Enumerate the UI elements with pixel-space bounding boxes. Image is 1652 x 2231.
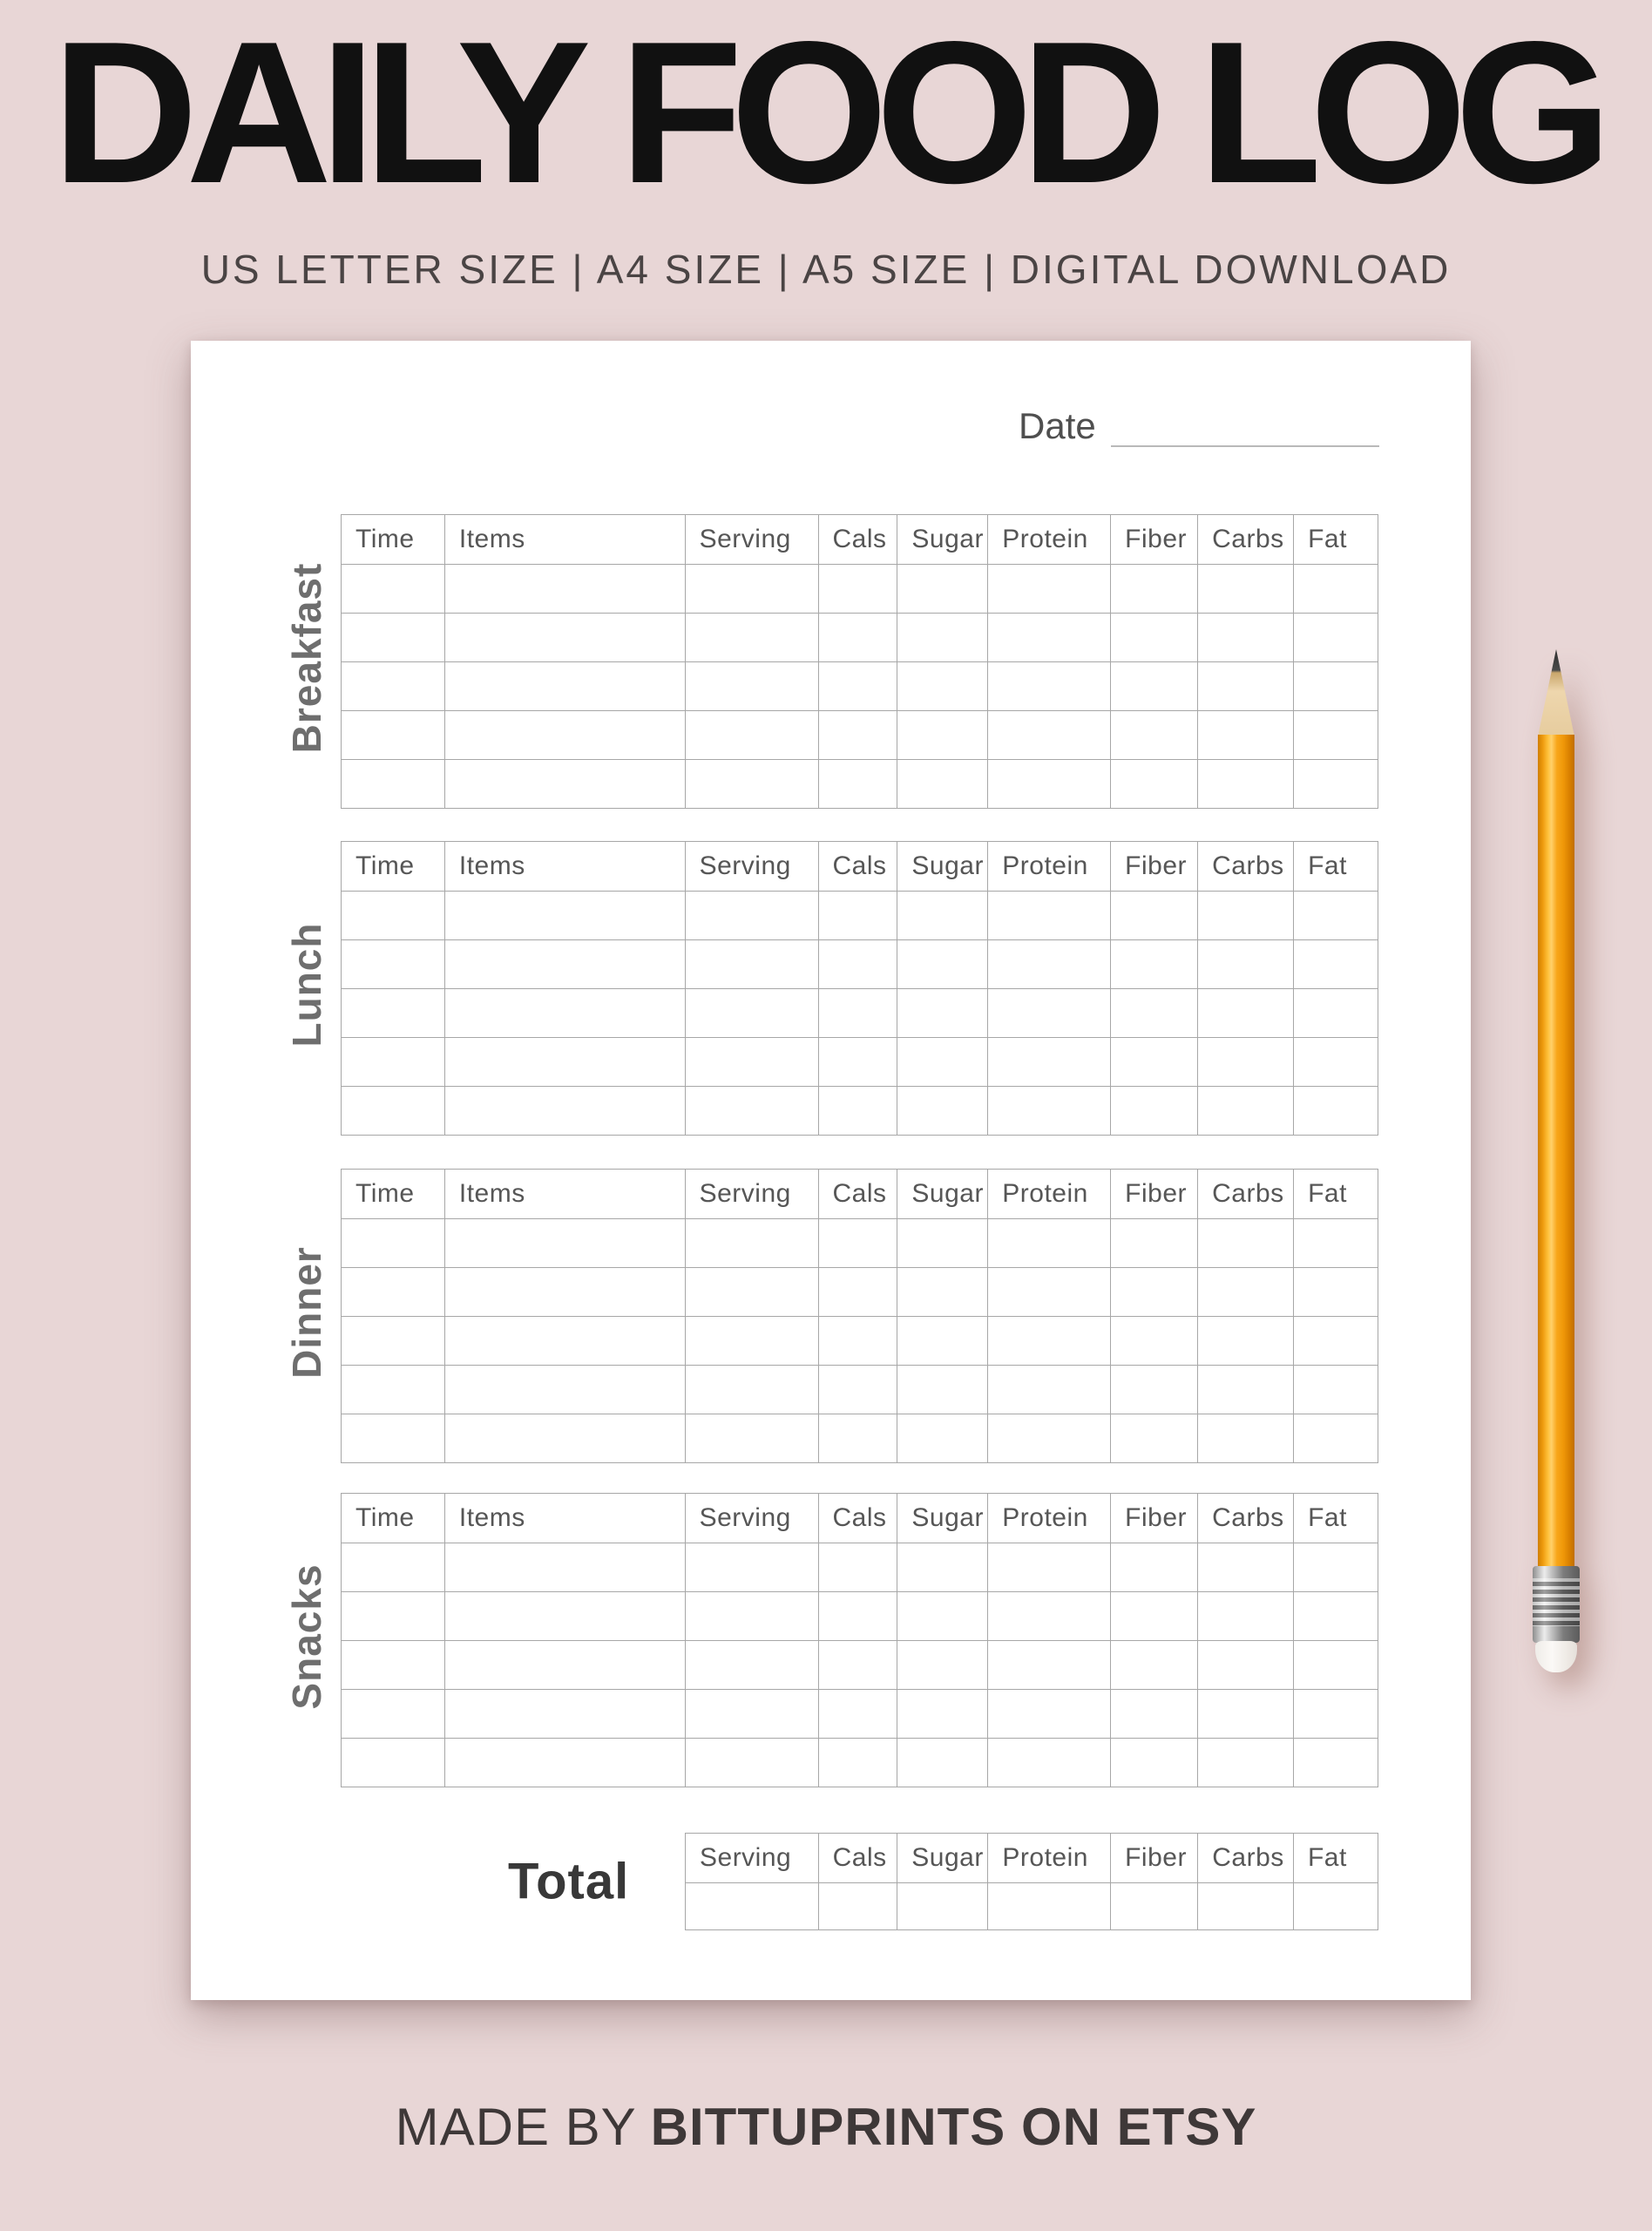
cell-dinner-serving (685, 1317, 818, 1366)
cell-lunch-protein (988, 1038, 1111, 1087)
column-header-items: Items (444, 1494, 685, 1543)
date-fill-in-line (1111, 410, 1379, 447)
column-header-carbs: Carbs (1198, 842, 1294, 892)
cell-dinner-time (342, 1317, 445, 1366)
column-header-fat: Fat (1294, 1170, 1378, 1219)
cell-breakfast-cals (818, 662, 897, 711)
cell-snacks-protein (988, 1690, 1111, 1739)
cell-breakfast-protein (988, 760, 1111, 809)
snacks-table (341, 1493, 1378, 1787)
cell-snacks-protein (988, 1739, 1111, 1787)
pencil-eraser (1535, 1641, 1577, 1672)
cell-breakfast-time (342, 614, 445, 662)
cell-dinner-items (444, 1414, 685, 1463)
dinner-table (341, 1169, 1378, 1463)
cell-breakfast-items (444, 662, 685, 711)
cell-lunch-serving (685, 892, 818, 940)
cell-lunch-cals (818, 1087, 897, 1136)
column-header-fat: Fat (1293, 1834, 1378, 1883)
section-label-dinner: Dinner (284, 1246, 329, 1379)
cell-breakfast-sugar (897, 711, 988, 760)
cell-breakfast-protein (988, 711, 1111, 760)
cell-dinner-cals (818, 1414, 897, 1463)
cell-lunch-items (444, 989, 685, 1038)
cell-lunch-items (444, 892, 685, 940)
cell-breakfast-items (444, 565, 685, 614)
total-table (685, 1833, 1378, 1930)
cell-snacks-cals (818, 1543, 897, 1592)
cell-lunch-fiber (1111, 940, 1198, 989)
cell-dinner-sugar (897, 1219, 988, 1268)
cell-breakfast-items (444, 760, 685, 809)
cell-lunch-fat (1294, 940, 1378, 989)
cell-breakfast-cals (818, 565, 897, 614)
cell-breakfast-carbs (1198, 711, 1294, 760)
cell-dinner-protein (988, 1219, 1111, 1268)
cell-dinner-fat (1294, 1366, 1378, 1414)
cell-lunch-cals (818, 989, 897, 1038)
column-header-carbs: Carbs (1198, 1494, 1294, 1543)
cell-dinner-time (342, 1414, 445, 1463)
cell-breakfast-sugar (897, 565, 988, 614)
cell-dinner-carbs (1198, 1414, 1294, 1463)
cell-breakfast-fiber (1111, 614, 1198, 662)
cell-dinner-items (444, 1268, 685, 1317)
section-snacks (191, 1493, 1471, 1781)
cell-lunch-fat (1294, 892, 1378, 940)
page-title: DAILY FOOD LOG (51, 0, 1601, 226)
column-header-sugar: Sugar (897, 1834, 988, 1883)
cell-snacks-items (444, 1641, 685, 1690)
cell-dinner-items (444, 1317, 685, 1366)
cell-snacks-fat (1294, 1592, 1378, 1641)
cell-dinner-sugar (897, 1366, 988, 1414)
cell-dinner-serving (685, 1414, 818, 1463)
cell-breakfast-items (444, 614, 685, 662)
pencil-ferrule (1533, 1566, 1580, 1643)
cell-dinner-carbs (1198, 1219, 1294, 1268)
cell-breakfast-sugar (897, 614, 988, 662)
cell-snacks-fat (1294, 1690, 1378, 1739)
cell-lunch-sugar (897, 940, 988, 989)
cell-snacks-serving (685, 1739, 818, 1787)
column-header-cals: Cals (818, 1834, 897, 1883)
cell-lunch-protein (988, 892, 1111, 940)
cell-breakfast-fiber (1111, 565, 1198, 614)
cell-lunch-serving (685, 989, 818, 1038)
cell-breakfast-fat (1294, 614, 1378, 662)
column-header-serving: Serving (685, 1494, 818, 1543)
cell-total-sugar (897, 1883, 988, 1930)
column-header-protein: Protein (988, 515, 1111, 565)
cell-lunch-time (342, 1038, 445, 1087)
cell-lunch-protein (988, 940, 1111, 989)
cell-snacks-protein (988, 1641, 1111, 1690)
column-header-protein: Protein (988, 842, 1111, 892)
column-header-sugar: Sugar (897, 1494, 988, 1543)
column-header-fat: Fat (1294, 515, 1378, 565)
cell-dinner-protein (988, 1268, 1111, 1317)
cell-snacks-carbs (1198, 1739, 1294, 1787)
food-log-sheet (191, 341, 1471, 2000)
cell-lunch-fiber (1111, 1038, 1198, 1087)
cell-snacks-protein (988, 1543, 1111, 1592)
cell-breakfast-fat (1294, 662, 1378, 711)
cell-lunch-serving (685, 1038, 818, 1087)
cell-lunch-sugar (897, 1087, 988, 1136)
total-label: Total (508, 1853, 630, 1910)
date-label: Date (1019, 405, 1096, 446)
cell-lunch-fiber (1111, 989, 1198, 1038)
cell-snacks-carbs (1198, 1543, 1294, 1592)
column-header-cals: Cals (818, 1170, 897, 1219)
column-header-serving: Serving (685, 1170, 818, 1219)
cell-snacks-fiber (1111, 1690, 1198, 1739)
column-header-sugar: Sugar (897, 515, 988, 565)
column-header-sugar: Sugar (897, 1170, 988, 1219)
cell-dinner-protein (988, 1366, 1111, 1414)
cell-lunch-serving (685, 1087, 818, 1136)
column-header-carbs: Carbs (1198, 1170, 1294, 1219)
column-header-cals: Cals (818, 1494, 897, 1543)
cell-lunch-sugar (897, 989, 988, 1038)
cell-breakfast-carbs (1198, 565, 1294, 614)
cell-snacks-fiber (1111, 1543, 1198, 1592)
cell-dinner-fiber (1111, 1268, 1198, 1317)
cell-dinner-fiber (1111, 1219, 1198, 1268)
cell-snacks-fiber (1111, 1641, 1198, 1690)
section-lunch (191, 841, 1471, 1129)
cell-lunch-time (342, 940, 445, 989)
cell-dinner-time (342, 1268, 445, 1317)
cell-snacks-items (444, 1739, 685, 1787)
footer-credit (0, 2097, 1652, 2157)
cell-breakfast-fat (1294, 760, 1378, 809)
cell-lunch-sugar (897, 892, 988, 940)
cell-dinner-serving (685, 1366, 818, 1414)
cell-dinner-sugar (897, 1414, 988, 1463)
cell-breakfast-items (444, 711, 685, 760)
cell-snacks-time (342, 1543, 445, 1592)
cell-snacks-serving (685, 1641, 818, 1690)
column-header-time: Time (342, 842, 445, 892)
cell-dinner-items (444, 1366, 685, 1414)
cell-dinner-fat (1294, 1268, 1378, 1317)
cell-snacks-fat (1294, 1739, 1378, 1787)
cell-lunch-items (444, 1087, 685, 1136)
column-header-serving: Serving (686, 1834, 819, 1883)
cell-breakfast-time (342, 565, 445, 614)
cell-dinner-cals (818, 1317, 897, 1366)
cell-snacks-fiber (1111, 1592, 1198, 1641)
cell-dinner-carbs (1198, 1317, 1294, 1366)
column-header-fiber: Fiber (1111, 515, 1198, 565)
footer-made-by: MADE BY (395, 2098, 637, 2156)
cell-dinner-serving (685, 1268, 818, 1317)
cell-dinner-fiber (1111, 1366, 1198, 1414)
cell-breakfast-fiber (1111, 711, 1198, 760)
cell-breakfast-time (342, 662, 445, 711)
cell-dinner-carbs (1198, 1268, 1294, 1317)
cell-lunch-carbs (1198, 940, 1294, 989)
cell-snacks-carbs (1198, 1690, 1294, 1739)
cell-breakfast-time (342, 760, 445, 809)
section-breakfast (191, 514, 1471, 803)
cell-snacks-time (342, 1690, 445, 1739)
cell-breakfast-fiber (1111, 760, 1198, 809)
cell-lunch-time (342, 989, 445, 1038)
cell-snacks-items (444, 1690, 685, 1739)
section-label-snacks: Snacks (284, 1563, 329, 1710)
breakfast-table (341, 514, 1378, 809)
cell-breakfast-serving (685, 662, 818, 711)
cell-total-carbs (1198, 1883, 1294, 1930)
cell-total-fiber (1111, 1883, 1198, 1930)
column-header-serving: Serving (685, 842, 818, 892)
cell-lunch-sugar (897, 1038, 988, 1087)
cell-breakfast-sugar (897, 760, 988, 809)
cell-lunch-protein (988, 1087, 1111, 1136)
cell-total-cals (818, 1883, 897, 1930)
column-header-carbs: Carbs (1198, 515, 1294, 565)
cell-breakfast-cals (818, 711, 897, 760)
column-header-fiber: Fiber (1111, 1494, 1198, 1543)
cell-total-serving (686, 1883, 819, 1930)
cell-dinner-fiber (1111, 1317, 1198, 1366)
cell-breakfast-carbs (1198, 614, 1294, 662)
cell-snacks-cals (818, 1739, 897, 1787)
cell-breakfast-serving (685, 711, 818, 760)
cell-breakfast-protein (988, 565, 1111, 614)
column-header-time: Time (342, 1170, 445, 1219)
cell-dinner-protein (988, 1414, 1111, 1463)
cell-breakfast-carbs (1198, 662, 1294, 711)
cell-lunch-carbs (1198, 1087, 1294, 1136)
cell-dinner-cals (818, 1219, 897, 1268)
cell-total-protein (988, 1883, 1111, 1930)
column-header-fiber: Fiber (1111, 1834, 1198, 1883)
cell-total-fat (1293, 1883, 1378, 1930)
pencil-image (1530, 649, 1582, 1675)
cell-breakfast-fat (1294, 565, 1378, 614)
cell-snacks-cals (818, 1592, 897, 1641)
lunch-table (341, 841, 1378, 1136)
cell-dinner-cals (818, 1366, 897, 1414)
cell-breakfast-fat (1294, 711, 1378, 760)
cell-dinner-fat (1294, 1317, 1378, 1366)
cell-snacks-items (444, 1543, 685, 1592)
cell-lunch-cals (818, 1038, 897, 1087)
cell-breakfast-serving (685, 565, 818, 614)
column-header-items: Items (444, 515, 685, 565)
cell-snacks-fat (1294, 1641, 1378, 1690)
cell-breakfast-serving (685, 614, 818, 662)
cell-snacks-cals (818, 1641, 897, 1690)
cell-dinner-sugar (897, 1317, 988, 1366)
cell-snacks-sugar (897, 1641, 988, 1690)
cell-lunch-fat (1294, 1087, 1378, 1136)
cell-snacks-serving (685, 1592, 818, 1641)
column-header-serving: Serving (685, 515, 818, 565)
cell-snacks-time (342, 1592, 445, 1641)
cell-lunch-time (342, 1087, 445, 1136)
cell-snacks-time (342, 1641, 445, 1690)
section-total (191, 1833, 1471, 1928)
column-header-sugar: Sugar (897, 842, 988, 892)
cell-lunch-items (444, 940, 685, 989)
column-header-protein: Protein (988, 1170, 1111, 1219)
cell-dinner-sugar (897, 1268, 988, 1317)
cell-dinner-fat (1294, 1219, 1378, 1268)
column-header-fiber: Fiber (1111, 1170, 1198, 1219)
cell-snacks-sugar (897, 1543, 988, 1592)
column-header-carbs: Carbs (1198, 1834, 1294, 1883)
cell-lunch-fiber (1111, 892, 1198, 940)
cell-snacks-protein (988, 1592, 1111, 1641)
cell-snacks-sugar (897, 1739, 988, 1787)
cell-breakfast-cals (818, 614, 897, 662)
cell-lunch-serving (685, 940, 818, 989)
cell-dinner-carbs (1198, 1366, 1294, 1414)
footer-brand: BITTUPRINTS ON ETSY (650, 2098, 1257, 2156)
column-header-protein: Protein (988, 1494, 1111, 1543)
column-header-time: Time (342, 1494, 445, 1543)
cell-lunch-cals (818, 940, 897, 989)
cell-snacks-fiber (1111, 1739, 1198, 1787)
cell-breakfast-cals (818, 760, 897, 809)
cell-lunch-fat (1294, 1038, 1378, 1087)
cell-breakfast-carbs (1198, 760, 1294, 809)
cell-breakfast-protein (988, 662, 1111, 711)
cell-snacks-carbs (1198, 1641, 1294, 1690)
column-header-time: Time (342, 515, 445, 565)
cell-snacks-carbs (1198, 1592, 1294, 1641)
cell-dinner-items (444, 1219, 685, 1268)
pencil-body (1538, 735, 1574, 1568)
cell-breakfast-serving (685, 760, 818, 809)
cell-snacks-sugar (897, 1690, 988, 1739)
section-label-lunch: Lunch (284, 922, 329, 1048)
cell-lunch-time (342, 892, 445, 940)
cell-breakfast-protein (988, 614, 1111, 662)
section-dinner (191, 1169, 1471, 1457)
cell-breakfast-fiber (1111, 662, 1198, 711)
cell-lunch-items (444, 1038, 685, 1087)
column-header-cals: Cals (818, 842, 897, 892)
cell-dinner-time (342, 1366, 445, 1414)
section-label-breakfast: Breakfast (284, 562, 329, 754)
column-header-items: Items (444, 1170, 685, 1219)
cell-snacks-sugar (897, 1592, 988, 1641)
cell-lunch-carbs (1198, 989, 1294, 1038)
column-header-cals: Cals (818, 515, 897, 565)
cell-lunch-carbs (1198, 892, 1294, 940)
cell-snacks-time (342, 1739, 445, 1787)
cell-snacks-serving (685, 1690, 818, 1739)
cell-snacks-cals (818, 1690, 897, 1739)
cell-dinner-serving (685, 1219, 818, 1268)
cell-lunch-fiber (1111, 1087, 1198, 1136)
column-header-fiber: Fiber (1111, 842, 1198, 892)
cell-breakfast-sugar (897, 662, 988, 711)
pencil-tip (1538, 649, 1574, 736)
cell-snacks-serving (685, 1543, 818, 1592)
cell-dinner-protein (988, 1317, 1111, 1366)
cell-dinner-time (342, 1219, 445, 1268)
cell-lunch-fat (1294, 989, 1378, 1038)
cell-lunch-carbs (1198, 1038, 1294, 1087)
column-header-fat: Fat (1294, 842, 1378, 892)
column-header-items: Items (444, 842, 685, 892)
cell-dinner-cals (818, 1268, 897, 1317)
page-subtitle: US LETTER SIZE | A4 SIZE | A5 SIZE | DIGITAL DOWNLOAD (200, 247, 1452, 292)
column-header-fat: Fat (1294, 1494, 1378, 1543)
cell-dinner-fiber (1111, 1414, 1198, 1463)
cell-snacks-fat (1294, 1543, 1378, 1592)
column-header-protein: Protein (988, 1834, 1111, 1883)
cell-snacks-items (444, 1592, 685, 1641)
cell-breakfast-time (342, 711, 445, 760)
cell-lunch-cals (818, 892, 897, 940)
cell-lunch-protein (988, 989, 1111, 1038)
cell-dinner-fat (1294, 1414, 1378, 1463)
